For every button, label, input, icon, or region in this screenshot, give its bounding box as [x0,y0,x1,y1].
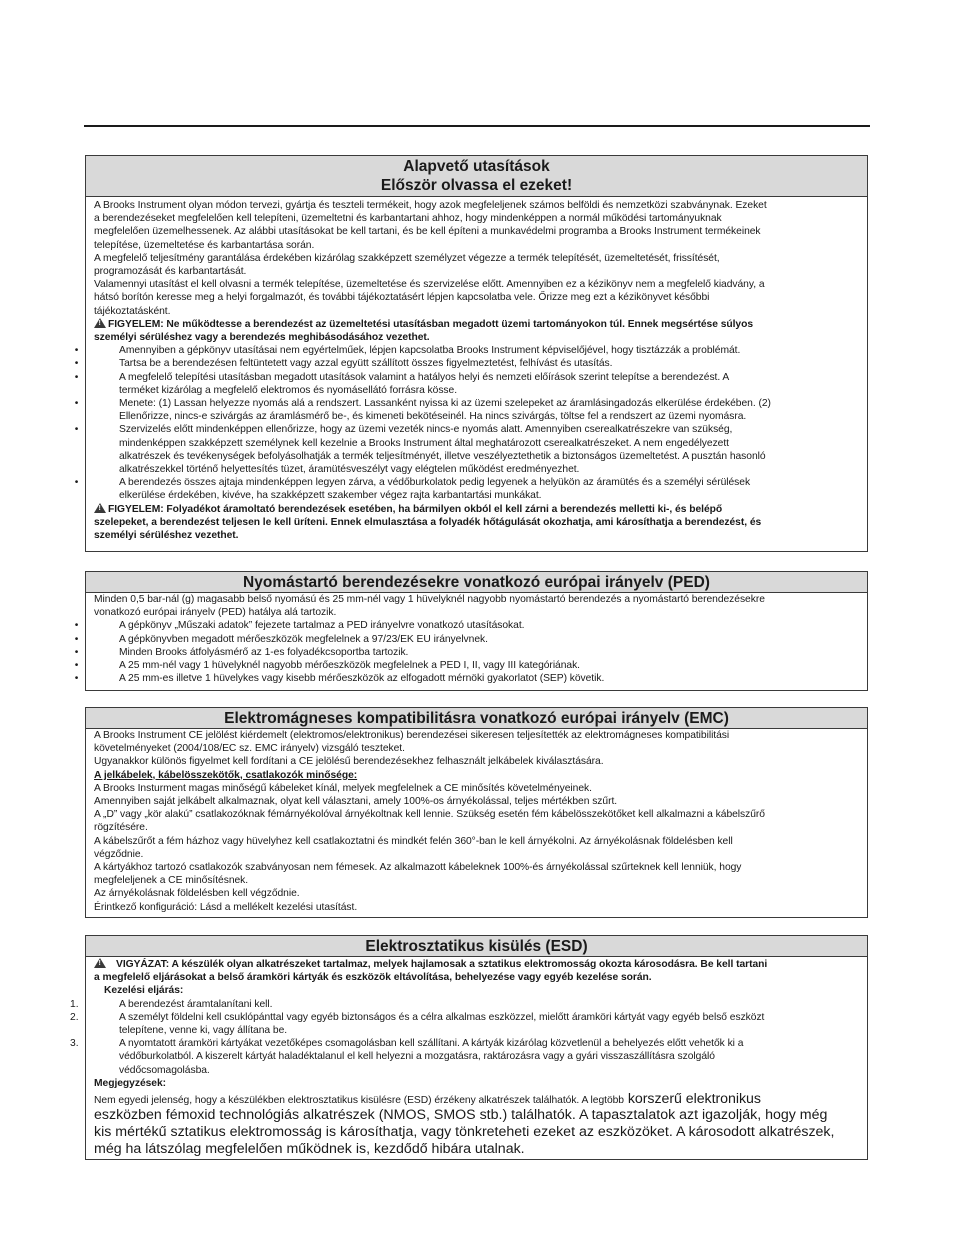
ped-section [74,571,868,691]
bullet-marker: • [74,358,79,370]
step-text: védőburkolatból. A kiszerelt kártyát haladéktalanul el kell helyezni a mozgatásra, raktározásra vagy a gyári visszaszállításra szolgáló [119,1051,715,1063]
emc-line: végződnie. [94,848,144,860]
notes-line-large: még ha látszólag megfelelően működnek is, kezdődő hibára utalnak. [94,1141,525,1158]
list-item [74,371,861,397]
esd-caution [94,958,861,984]
emc-content [86,729,867,914]
emc-line: megfeleljenek a CE minősítésnek. [94,875,249,887]
list-item-text: A gépkönyv „Műszaki adatok” fejezete tartalmaz a PED irányelvre vonatkozó utasításokat. [119,620,525,632]
list-item-text: elkerülése érdekében, kivéve, ha szakképzett szakember végez rajta karbantartási munkákat. [119,490,542,502]
emc-line: A kábelszűrőt a fém házhoz vagy hüvelyhez kell csatlakoztatni és mindkét felén 360°-ban le kell árnyékolni. Az árnyékolásnak földelésben kell [94,835,733,847]
bullet-marker: • [74,646,79,658]
warning-operating-range-line: személyi sérüléshez vagy a berendezés meghibásodásához vezethet. [94,332,430,344]
bullet-marker: • [74,633,79,645]
bullet-marker: • [74,424,79,436]
intro-line: megfelelően üzemelhessenek. Az alábbi utasításokat be kell tartani, és be kell építeni a munkavédelmi programba a Brooks Instrument termékeinek [94,226,761,238]
list-item [74,646,861,659]
intro-line: hátsó borítón keresse meg a helyi forgalmazót, és további tájékoztatásért lépjen kapcsolatba vele. Őrizze meg ezt a kézikönyvet későbbi [94,292,710,304]
list-item-text: Szervizelés előtt mindenképpen ellenőrizze, hogy az üzemi vezeték nincs-e nyomás alatt. Amennyiben cserealkatrészekre van szükség, [119,424,733,436]
intro-line: A Brooks Instrument olyan módon tervezi, gyártja és teszteli termékeit, hogy azok megfeleljenek számos belföldi és nemzetközi szabványnak. Ezeket [94,200,767,211]
warning-fluid-drain-text: FIGYELEM: Folyadékot áramoltató berendezések esetében, ha bármilyen okból el kell zárni a berendezés melletti ki-, és belépő [108,503,723,515]
list-item [74,476,861,502]
procedure-step [70,1011,861,1037]
list-item [74,672,861,685]
emc-title: Elektromágneses kompatibilitásra vonatkozó európai irányelv (EMC) [224,710,729,727]
emc-line: Az árnyékolásnak földelésben kell végződnie. [94,888,300,900]
intro-line: telepítése, üzemeltetése és karbantartása során. [94,239,315,251]
list-item-text: A 25 mm-nél vagy 1 hüvelyknél nagyobb mérőeszközök megfelelnek a PED I, II, vagy III kategóriának. [119,660,580,672]
list-item-text: Menete: (1) Lassan helyezze nyomás alá a rendszert. Lassanként nyissa ki az üzemi szelepeket az áramlásingadozás elkerülése érdekében. (2) [119,398,771,410]
ped-title: Nyomástartó berendezésekre vonatkozó európai irányelv (PED) [243,574,710,591]
notes-line [94,1093,861,1107]
warning-operating-range [94,318,861,344]
intro-line: tájékoztatásként. [94,305,171,317]
esd-content [70,957,867,1158]
list-item-text: A berendezés összes ajtaja mindenképpen legyen zárva, a védőburkolatok pedig legyenek a helyükön az áramütés és a személyi sérülések [119,477,751,489]
list-item-text: A megfelelő telepítési utasításban megadott utasítások valamint a hatályos helyi és nemzeti előírások szerint telepítse a berendezést. A [119,371,730,383]
esd-caution-line: a megfelelő eljárásokat a belső áramköri kártyák és eszközök eltávolítása, behelyezése vagy egyéb kezelése során. [94,972,652,984]
list-item-text: mindenképpen szakképzett személynek kell kezelnie a Brooks Instrument által meghatározott cserealkatrészeket. A nem engedélyezett [119,437,729,449]
basic-content [74,197,867,542]
step-text: A nyomtatott áramköri kártyákat vezetőképes csomagolásban kell szállítani. A kártyák kizárólag közvetlenül a behelyezés előtt vehetők ki a [119,1038,744,1050]
top-rule [84,125,870,127]
step-text: A berendezést áramtalanítani kell. [119,998,273,1010]
ped-intro-line: Minden 0,5 bar-nál (g) magasabb belső nyomású és 25 mm-nél vagy 1 hüvelyknél nagyobb nyomástartó berendezés a nyomástartó berendezésekre [94,594,765,605]
list-item-text: A 25 mm-es illetve 1 hüvelykes vagy kisebb mérőeszközök az elfogadott mérnöki gyakorlatot (SEP) követik. [119,673,605,685]
list-item-text: Minden Brooks átfolyásmérő az 1-es folyadékcsoportba tartozik. [119,646,409,658]
intro-line: a berendezéseket megfelelően kell telepíteni, üzemeltetni és karbantartani ahhoz, hogy mindenképpen a normál működési tartományuknak [94,213,722,225]
list-item-text: Amennyiben a gépkönyv utasításai nem egyértelműek, lépjen kapcsolatba Brooks Instrument képviselőjével, hogy tisztázzák a problémát. [119,345,741,357]
emc-line: Érintkező konfiguráció: Lásd a mellékelt kezelési utasítást. [94,901,358,913]
warning-fluid-drain [94,503,861,543]
intro-line: programozását és karbantartását. [94,266,247,278]
emc-header [86,708,867,729]
emc-line: rögzítésére. [94,822,148,834]
list-item-text: Tartsa be a berendezésen feltüntetett vagy azzal együtt szállított összes figyelmeztetést, felhívást és utasítás. [119,358,613,370]
procedure-step [70,998,861,1011]
procedure-label: Kezelési eljárás: [104,985,184,997]
list-item [74,633,861,646]
emc-line: A Brooks Instrument CE jelölést kiérdemelt (elektromos/elektronikus) berendezései sikeresen teljesítették az elektromágneses kompatibilitási [94,730,730,741]
bullet-marker: • [74,345,79,357]
step-text: telepítene, venne ki, vagy állítana be. [119,1025,288,1037]
list-item [74,659,861,672]
basic-title: Alapvető utasítások [403,158,550,175]
esd-caution-text: VIGYÁZAT: A készülék olyan alkatrészeket tartalmaz, melyek hajlamosak a sztatikus elektromosság okozta károsodásra. Be kell tartani [116,959,768,970]
ped-content [74,593,867,685]
bullet-marker: • [74,660,79,672]
emc-line: A „D” vagy „kör alakú” csatlakozóknak fémárnyékolóval árnyékoltnak kell lennie. Szükség esetén fém kábelösszekötőket kell alkalmazni a kábelszűrő [94,809,765,821]
emc-subheading: A jelkábelek, kábelösszekötők, csatlakozók minősége: [94,769,358,781]
emc-line: Ugyanakkor különös figyelmet kell fordítani a CE jelölésű berendezésekhez felhasznált jelkábelek kiválasztására. [94,756,604,768]
bullet-marker: • [74,620,79,632]
step-text: A személyt földelni kell csuklópánttal vagy egyéb biztonságos és a célra alkalmas eszközzel, mielőtt áramköri kártyát vagy egyéb belső eszközt [119,1011,765,1023]
notes-line-large: eszközben fémoxid technológiás alkatrészek (NMOS, SMOS stb.) találhatók. A tapasztalatok azt igazolják, hogy még [94,1107,828,1124]
ped-intro-line: vonatkozó európai irányelv (PED) hatálya alá tartozik. [94,607,337,619]
list-item [74,344,861,357]
list-item-text: terméket kizárólag a megfelelő elektromos és nyomásellátó forrásra kösse. [119,384,458,396]
step-text: védőcsomagolásba. [119,1064,210,1076]
esd-caution-line [94,958,861,971]
notes-text-large: korszerű elektronikus [623,1091,761,1108]
warning-operating-range-line [94,318,861,331]
warning-icon [94,503,106,513]
warning-fluid-drain-line [94,503,861,516]
emc-line: A kártyákhoz tartozó csatlakozók szabványosan nem fémesek. Az alkalmazott kábeleknek 100%-és árnyékolással szűrteknek kell lenniük, hogy [94,862,742,874]
list-item [74,397,861,423]
procedure-step [70,1037,861,1077]
step-number: 1. [70,998,79,1010]
basic-instructions-section [74,155,868,552]
esd-section [70,935,868,1160]
bullet-marker: • [74,477,79,489]
notes-line-large: kis mértékű sztatikus elektromosság is károsíthatja, vagy tönkreteheti ezeket az eszközöket. A károsodott alkatrészek, [94,1124,835,1141]
list-item [74,619,861,632]
esd-title: Elektrosztatikus kisülés (ESD) [365,938,588,955]
basic-subtitle: Először olvassa el ezeket! [380,177,573,194]
step-number: 3. [70,1038,79,1050]
emc-section [85,707,868,918]
list-item-text: alkatrészek és tevékenységek befolyásolhatják a termék teljesítményét, illetve veszélyeztethetik a biztonságos üzemeltetést. A pusztán hasonló [119,450,766,462]
bullet-marker: • [74,673,79,685]
basic-header [86,156,867,197]
ped-header [86,572,867,593]
emc-line: A Brooks Insturment magas minőségű kábeleket kínál, melyek megfelelnek a CE minősítés követelményeinek. [94,782,592,794]
bullet-marker: • [74,371,79,383]
warning-operating-range-text: FIGYELEM: Ne működtesse a berendezést az üzemeltetési utasításban megadott üzemi tartományokon túl. Ennek megsértése súlyos [108,318,754,330]
notes-text: Nem egyedi jelenség, hogy a készülékben elektrosztatikus kisülésre (ESD) érzékeny alkatrészek találhatók. A legtöbb [94,1095,624,1107]
intro-line: A megfelelő teljesítmény garantálása érdekében kizárólag szakképzett személyzet végezze a termék telepítését, üzemeltetését, frissítését, [94,252,720,264]
list-item [74,423,861,476]
warning-icon [94,958,106,968]
list-item [74,357,861,370]
warning-fluid-drain-line: személyi sérüléshez vezethet. [94,530,239,542]
notes-label: Megjegyzések: [94,1077,167,1089]
emc-line: követelményeket (2004/108/EC sz. EMC irányelv) vizsgáló teszteket. [94,743,405,755]
esd-header [86,936,867,957]
warning-fluid-drain-line: szelepeket, a berendezést teljesen le kell üríteni. Ennek elmulasztása a folyadék hőtágulását okozhatja, ami károsíthatja a berendezést, és [94,516,762,528]
emc-line: Amennyiben saját jelkábelt alkalmaznak, olyat kell választani, amely 100%-os árnyékolással, teljes mértékben szűrt. [94,796,618,808]
intro-line: Valamennyi utasítást el kell olvasni a termék telepítése, üzemeltetése és szervizelése előtt. Amennyiben ez a kézikönyv nem a megfelelő kiadvány, a [94,279,765,291]
list-item-text: alkatrészekkel történő helyettesítés tüzet, áramütésveszélyt vagy elégtelen működést eredményezhet. [119,464,580,476]
bullet-marker: • [74,398,79,410]
warning-icon [94,318,106,328]
step-number: 2. [70,1011,79,1023]
list-item-text: A gépkönyvben megadott mérőeszközök megfelelnek a 97/23/EK EU irányelvnek. [119,633,488,645]
list-item-text: Ellenőrizze, nincs-e szivárgás az áramlásmérő be-, és kimeneti bekötéseinél. Ha nincs szivárgás, töltse fel a rendszert az üzemi nyomásra. [119,411,747,423]
